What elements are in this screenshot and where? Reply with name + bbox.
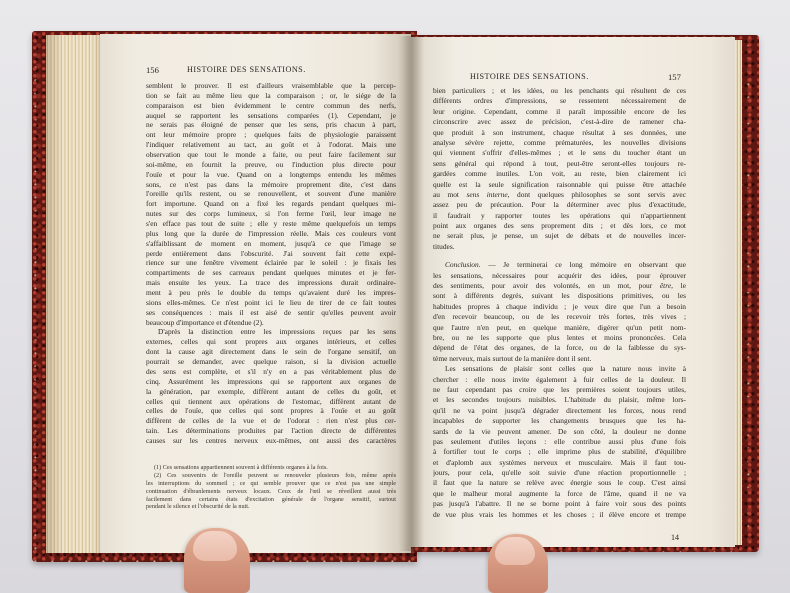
text-line: bien particuliers ; et les idées, ou les penchants qui résultent de ces	[433, 86, 686, 95]
text-line: plus long que la durée de l'impression réelle. Mais ces couleurs vont	[146, 228, 396, 238]
text-line: l'ouïe et pour la vue. Quand on a longtemps entendu les mêmes	[146, 169, 396, 179]
text-line: mais ensuite les yeux. La trace des impressions durait ordinaire-	[146, 278, 396, 288]
footnote-line: pendant le silence et l'obscurité de la nuit.	[146, 503, 250, 511]
right-thumbnail	[495, 537, 535, 565]
text-line: sont à différents degrés, suivant les dispositions primitives, ou les	[433, 291, 686, 301]
text-line: rience sur une fenêtre vivement éclairée par le soleil : je fixais les	[146, 258, 396, 268]
text-line: jours, pour cela, qu'elle soit suivie d'une réaction proportionnelle ;	[433, 468, 686, 478]
text-run: , dont quelques philosophes se sont servis avec	[507, 189, 686, 199]
left-page-footnotes	[146, 464, 396, 511]
right-page-number: 157	[668, 72, 681, 82]
text-line: que le malheur moral augmente la force de l'âme, quand il ne va	[433, 488, 686, 498]
text-run: — Je terminerai ce long mémoire en observant que	[480, 260, 686, 270]
text-line: sions elles-mêmes. Ce n'est point ici le lieu de tirer de ce fait toutes	[146, 297, 396, 307]
text-line: diffèrent de celles de la vue et de l'odorat : rien n'est plus cer-	[146, 416, 396, 426]
text-line: circonscrire avec assez de précision, c'est-à-dire de ramener cha-	[433, 117, 686, 127]
text-line: différents ordres d'impressions, se ressentent nécessairement de	[433, 96, 686, 106]
text-line: incapables de supporter les changements brusques que les ha-	[433, 416, 686, 426]
left-running-head: HISTOIRE DES SENSATIONS.	[187, 65, 306, 74]
text-line: ne faut cependant pas croire que les premières soient toujours utiles,	[433, 384, 686, 394]
text-line: nutes sur des corps lumineux, si l'on ferme l'œil, leur image ne	[146, 209, 396, 219]
text-line: analyse sévère rejette, comme prématurées, les nouvelles divisions	[433, 137, 686, 147]
text-line: à fortifier tout le corps ; elle imprime plus de stabilité, d'équilibre	[433, 447, 686, 457]
text-line: la génération, par exemple, diffèrent autant de celles du goût, et	[146, 386, 396, 396]
text-line: l'indiquer relativement au tact, au goût et à l'odorat. Mais une	[146, 140, 396, 150]
right-page-body	[433, 86, 686, 520]
italic-text: Conclusion.	[445, 260, 481, 270]
text-run: , le	[671, 281, 686, 291]
text-line: tème nerveux, mais surtout de la manière dont il sent.	[433, 353, 592, 363]
text-line: fort importune. Quand on a fixé les regards pendant quelques mi-	[146, 199, 396, 209]
text-line: quelle est la seule signification raisonnable qui puisse être attachée	[433, 179, 686, 189]
footnote-line: facilement dans certains états d'excitation générale de l'organe sensitif, surtout	[146, 495, 396, 503]
text-line: que l'autre n'en peut, en quelque manière, digérer qu'un petit nom-	[433, 322, 686, 332]
text-run: des sentiments, pour avoir des volontés, en un mot, pour	[433, 281, 660, 291]
text-line: pas jusqu'à l'abattre. Il ne se borne point à faire voir sous des points	[433, 499, 686, 509]
text-line: D'après la distinction entre les impressions reçues par les sens	[158, 327, 396, 337]
text-line: des sens est complète, et s'il n'y en a pas véritablement plus de	[146, 366, 396, 376]
left-page-number: 156	[146, 65, 159, 75]
text-line: et les secondes toujours nuisibles. L'habitude du plaisir, même lors-	[433, 395, 686, 405]
text-line: Les sensations de plaisir sont celles que la nature nous invite à	[445, 364, 686, 374]
text-line: celles de l'ouïe, que celles qui sont propres à l'ouïe et au goût	[146, 406, 396, 416]
text-line	[433, 260, 686, 270]
footnote-line: (2) Ces souvenirs de l'oreille peuvent se renouveler plusieurs fois, même après	[154, 471, 396, 479]
text-line: perde entièrement dans l'obscurité. J'ai souvent fait cette expé-	[146, 248, 396, 258]
text-line: d'en recevoir beaucoup, ou de les recevoir très fortes, très vives ;	[433, 312, 686, 322]
text-line: soi-même, en fournit la preuve, ou l'induction plus directe pour	[146, 159, 396, 169]
text-line: titudes.	[433, 241, 455, 251]
text-line: bre, ou ne les supporte que plus lentes et moins prononcées. Cela	[433, 332, 686, 342]
text-line: il faut que la nature se relève avec énergie sous le coup. C'est ainsi	[433, 478, 686, 488]
italic-text: sens interne	[466, 189, 508, 199]
left-thumbnail	[193, 531, 237, 561]
text-line: observation que tout le monde a faite, ou peut faire facilement sur	[146, 150, 396, 160]
text-line: l'oreille qu'ils restent, ou se renouvellent, et souvent d'une manière	[146, 189, 396, 199]
page-edges-left	[46, 35, 102, 553]
text-line: que produit à son instrument, chaque résultat à ses données, une	[433, 127, 686, 137]
text-line: il faudrait y rapporter toutes les opérations qui n'appartiennent	[433, 210, 686, 220]
right-running-head: HISTOIRE DES SENSATIONS.	[470, 72, 589, 81]
signature-mark: 14	[671, 533, 679, 542]
text-line: ment à peu près le double du temps qu'avaient duré les impres-	[146, 288, 396, 298]
text-line: les sensations, nécessaires pour acquérir des idées, pour éprouver	[433, 270, 686, 280]
text-line: ont leur mémoire propre ; quelques faits de physiologie paraissent	[146, 130, 396, 140]
text-line: tain. Les déterminations produites par l'action directe de différentes	[146, 426, 396, 436]
spine-gutter	[398, 36, 424, 551]
text-line: cinq. Assurément les impressions qui se rapportent aux organes de	[146, 376, 396, 386]
text-line: dont la cause agit directement dans le sein de l'organe sensitif, on	[146, 347, 396, 357]
text-line: celles qui tiennent aux opérations de l'estomac, diffèrent autant de	[146, 396, 396, 406]
text-line: tion se fait au même lieu que la comparaison ; or, le siége de la	[146, 90, 396, 100]
text-run: au mot	[433, 189, 467, 199]
text-line: pourrait se demander, avec quelque raison, si la division actuelle	[146, 357, 396, 367]
text-line: point aux organes des sens proprement dits ; et dès lors, ce mot	[433, 221, 686, 231]
text-line	[433, 281, 686, 291]
text-line: assez peu de précaution. Pour la déterminer avec plus d'exactitude,	[433, 200, 686, 210]
text-line: chercher : elle nous invite également à fuir celles de la douleur. Il	[433, 374, 686, 384]
text-line: compartiments de ses carreaux pendant quelques minutes et je fer-	[146, 268, 396, 278]
text-line: s'affaiblissant de moment en moment, jusqu'à ce que l'image se	[146, 238, 396, 248]
text-line: et d'aplomb aux systèmes nerveux et musculaire. Mais il faut tou-	[433, 457, 686, 467]
text-line: comparaison est bien évidemment le centre commun des nerfs,	[146, 100, 396, 110]
text-line: sens général qui répond à tout, peut-être seront-elles toujours re-	[433, 158, 686, 168]
text-line: gardées comme inutiles. L'on voit, au reste, bien clairement ici	[433, 169, 686, 179]
footnote-line: (1) Ces sensations appartiennent souvent à différents organes à la fois.	[154, 464, 328, 471]
text-line: qu'il ne va point jusqu'à dégrader directement les forces, nous rend	[433, 405, 686, 415]
text-line: qui viennent s'offrir d'elles-mêmes ; et le sens du toucher étant un	[433, 148, 686, 158]
text-line: dépend de l'état des organes, de la force, ou de la faiblesse du sys-	[433, 343, 686, 353]
text-line: beaucoup d'importance et d'étendue (2).	[146, 317, 264, 327]
italic-text: être	[659, 281, 672, 291]
text-line: ne serait plus, je pense, un sujet de débats et de nouvelles incer-	[433, 231, 686, 241]
text-line: pas seulement d'utiles leçons : elle contribue aussi plus d'une fois	[433, 436, 686, 446]
text-line: ses conséquences : mais il est aisé de sentir qu'elles peuvent avoir	[146, 307, 396, 317]
text-line: leur origine. Cependant, comme il paraît impossible encore de les	[433, 106, 686, 116]
text-line: ne serais pas éloigné de penser que les sens, pris chacun à part,	[146, 120, 396, 130]
footnote-line: les interruptions du sommeil ; ce qui semble prouver que ce n'est pas une simple	[146, 479, 396, 487]
text-line: de vue plus vrais les hommes et les choses ; il élève encore et trempe	[433, 509, 686, 519]
text-line: s'en efface pas tout de suite ; elle y reste même quelquefois un temps	[146, 219, 396, 229]
footnote-line: continuation d'ébranlements nerveux locaux. Ceux de l'œil se réveillent aussi très	[146, 487, 396, 495]
text-line	[433, 190, 686, 200]
text-line: externes, celles qui sont propres aux organes intérieurs, et celles	[146, 337, 396, 347]
text-line: sards de la vie peuvent amener. De son côté, la douleur ne donne	[433, 426, 686, 436]
left-page-body	[146, 81, 396, 446]
text-line: sons, ce n'est pas dans la mémoire proprement dite, c'est dans	[146, 179, 396, 189]
text-line: causes sur les centres nerveux eux-mêmes, ont aussi des caractères	[146, 435, 396, 445]
text-line: habitudes propres à chaque individu ; je veux dire que l'un a besoin	[433, 301, 686, 311]
text-line: semblent le prouver. Il est d'ailleurs vraisemblable que la percep-	[146, 81, 396, 90]
text-line: auquel se rapportent les sensations comparées (1). Cependant, je	[146, 110, 396, 120]
